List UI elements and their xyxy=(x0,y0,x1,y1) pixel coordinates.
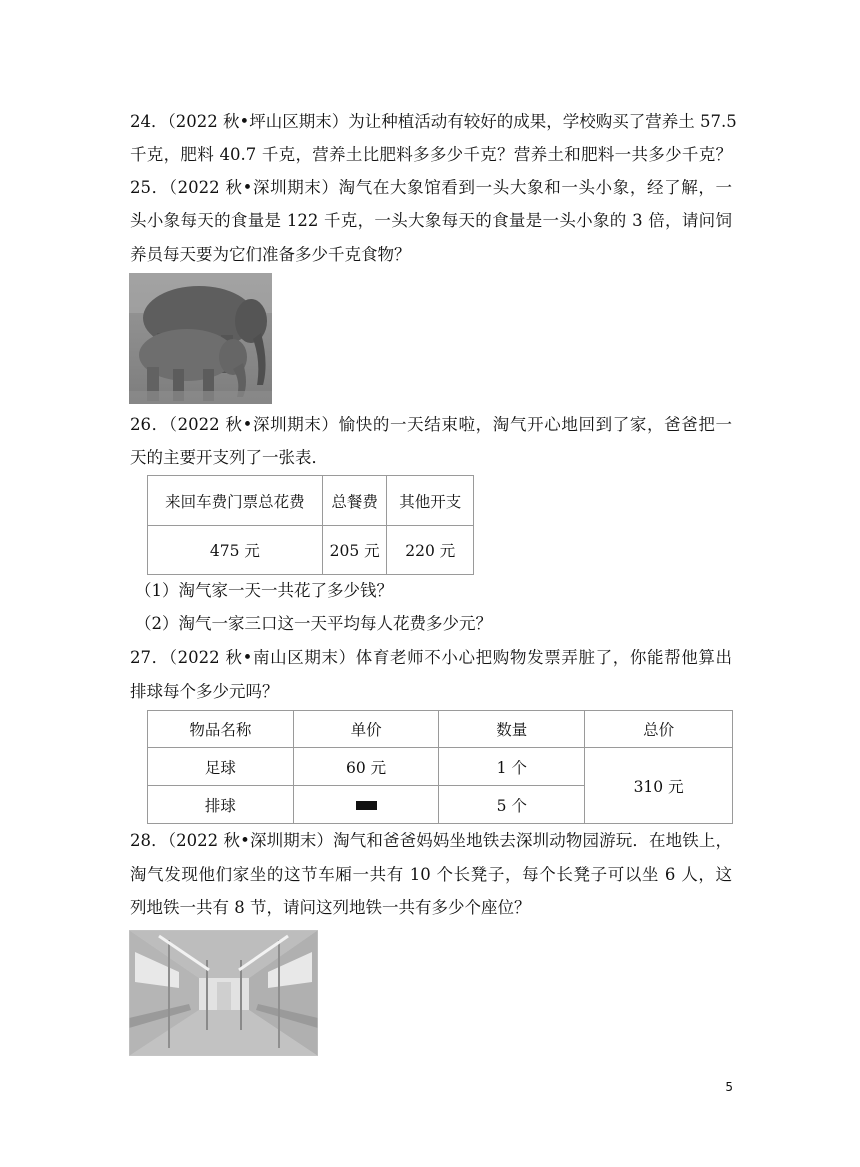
invoice-total: 310 元 xyxy=(585,748,733,824)
invoice-header-qty: 数量 xyxy=(439,711,585,748)
invoice-header-price: 单价 xyxy=(293,711,439,748)
q24-line-2: 千克，肥料 40.7 千克，营养土比肥料多多少千克？营养土和肥料一共多少千克？ xyxy=(130,145,732,164)
invoice-row-football-name: 足球 xyxy=(148,748,294,786)
invoice-row-football-qty: 1 个 xyxy=(439,748,585,786)
subway-car-photo xyxy=(129,930,318,1056)
q26-line-2: 天的主要开支列了一张表． xyxy=(130,448,328,467)
q26-subquestion-1: （1）淘气家一天一共花了多少钱？ xyxy=(135,581,393,600)
expense-value-transport: 475 元 xyxy=(148,526,323,575)
smudge-mark xyxy=(356,801,377,810)
expense-header-meals: 总餐费 xyxy=(322,476,387,526)
expense-header-transport: 来回车费门票总花费 xyxy=(148,476,323,526)
page-number: 5 xyxy=(725,1080,733,1094)
invoice-table xyxy=(147,710,733,824)
q25-line-3: 养员每天要为它们准备多少千克食物？ xyxy=(130,245,411,264)
invoice-row-volleyball-price xyxy=(293,786,439,824)
q26-line-1: 26．（2022 秋•深圳期末）愉快的一天结束啦，淘气开心地回到了家，爸爸把一 xyxy=(130,415,732,434)
invoice-header-name: 物品名称 xyxy=(148,711,294,748)
q28-line-3: 列地铁一共有 8 节，请问这列地铁一共有多少个座位？ xyxy=(130,898,531,917)
expense-value-other: 220 元 xyxy=(387,526,474,575)
q27-line-2: 排球每个多少元吗？ xyxy=(130,682,279,701)
expense-table xyxy=(147,475,474,575)
elephants-photo xyxy=(129,273,272,404)
invoice-row-volleyball-name: 排球 xyxy=(148,786,294,824)
q24-line-1: 24．（2022 秋•坪山区期末）为让种植活动有较好的成果，学校购买了营养土 57.5 xyxy=(130,112,737,131)
q25-line-2: 头小象每天的食量是 122 千克，一头大象每天的食量是一头小象的 3 倍，请问饲 xyxy=(130,211,732,230)
invoice-header-total: 总价 xyxy=(585,711,733,748)
q25-line-1: 25．（2022 秋•深圳期末）淘气在大象馆看到一头大象和一头小象，经了解，一 xyxy=(130,178,732,197)
q27-line-1: 27．（2022 秋•南山区期末）体育老师不小心把购物发票弄脏了，你能帮他算出 xyxy=(130,648,732,667)
q28-line-2: 淘气发现他们家坐的这节车厢一共有 10 个长凳子，每个长凳子可以坐 6 人，这 xyxy=(130,865,732,884)
expense-value-meals: 205 元 xyxy=(322,526,387,575)
expense-header-other: 其他开支 xyxy=(387,476,474,526)
invoice-row-football-price: 60 元 xyxy=(293,748,439,786)
q26-subquestion-2: （2）淘气一家三口这一天平均每人花费多少元？ xyxy=(135,614,492,633)
invoice-row-volleyball-qty: 5 个 xyxy=(439,786,585,824)
q28-line-1: 28．（2022 秋•深圳期末）淘气和爸爸妈妈坐地铁去深圳动物园游玩．在地铁上， xyxy=(130,831,732,850)
